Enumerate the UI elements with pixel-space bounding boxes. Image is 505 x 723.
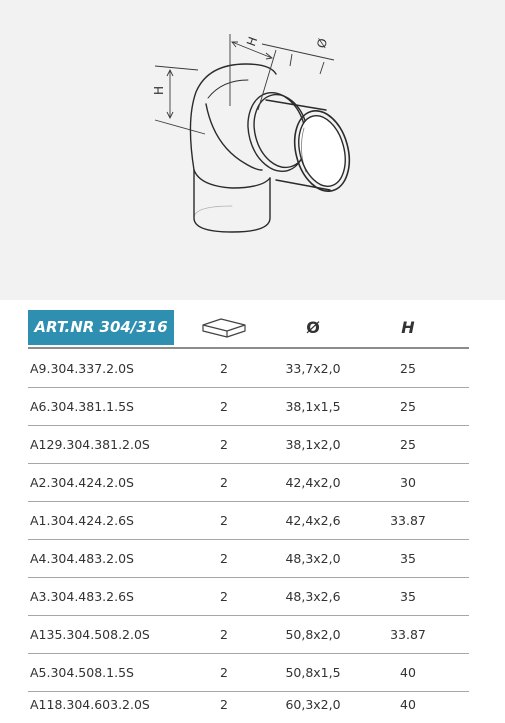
quantity: 2: [220, 475, 228, 490]
diameter: 38,1x1,5: [285, 399, 341, 414]
article-number: A2.304.424.2.0S: [30, 475, 134, 490]
dim-diameter-label: Ø: [314, 36, 331, 50]
diameter: 60,3x2,0: [285, 697, 341, 712]
diameter: 48,3x2,0: [285, 551, 341, 566]
diameter: 42,4x2,6: [285, 513, 341, 528]
quantity: 2: [220, 513, 228, 528]
table-row: [28, 578, 469, 616]
elbow-fitting-drawing: [0, 0, 505, 300]
quantity: 2: [220, 551, 228, 566]
diameter: 50,8x2,0: [285, 627, 341, 642]
height: 33.87: [390, 627, 426, 642]
product-table: [0, 300, 505, 723]
package-box-icon: [201, 316, 247, 340]
table-row: [28, 388, 469, 426]
quantity: 2: [220, 697, 228, 712]
quantity: 2: [220, 361, 228, 376]
diameter: 33,7x2,0: [285, 361, 341, 376]
table-row: [28, 426, 469, 464]
table-row: [28, 616, 469, 654]
height: 35: [400, 551, 416, 566]
table-header: [28, 310, 469, 345]
table-row: [28, 540, 469, 578]
header-divider: [28, 347, 469, 349]
dim-h-top-label: H: [244, 34, 261, 49]
diameter: 38,1x2,0: [285, 437, 341, 452]
quantity: 2: [220, 399, 228, 414]
quantity: 2: [220, 665, 228, 680]
height: 25: [400, 361, 416, 376]
dim-h-left-label: H: [152, 85, 166, 95]
article-number-header: ART.NR 304/316: [28, 310, 174, 345]
table-row: [28, 502, 469, 540]
height: 33.87: [390, 513, 426, 528]
height: 25: [400, 437, 416, 452]
article-number: A4.304.483.2.0S: [30, 551, 134, 566]
height: 35: [400, 589, 416, 604]
quantity: 2: [220, 627, 228, 642]
quantity: 2: [220, 589, 228, 604]
table-row: [28, 350, 469, 388]
article-number: A6.304.381.1.5S: [30, 399, 134, 414]
diameter-header: Ø: [306, 318, 320, 337]
diameter: 48,3x2,6: [285, 589, 341, 604]
table-row: [28, 464, 469, 502]
article-number: A3.304.483.2.6S: [30, 589, 134, 604]
quantity: 2: [220, 437, 228, 452]
article-number: A135.304.508.2.0S: [30, 627, 150, 642]
article-number: A5.304.508.1.5S: [30, 665, 134, 680]
height: 40: [400, 665, 416, 680]
table-row: [28, 686, 469, 723]
product-drawing: [0, 0, 505, 300]
diameter: 42,4x2,0: [285, 475, 341, 490]
height-header: H: [401, 318, 415, 337]
article-number: A118.304.603.2.0S: [30, 697, 150, 712]
height: 40: [400, 697, 416, 712]
article-number: A129.304.381.2.0S: [30, 437, 150, 452]
height: 30: [400, 475, 416, 490]
article-number: A1.304.424.2.6S: [30, 513, 134, 528]
diameter: 50,8x1,5: [285, 665, 341, 680]
article-number: A9.304.337.2.0S: [30, 361, 134, 376]
height: 25: [400, 399, 416, 414]
